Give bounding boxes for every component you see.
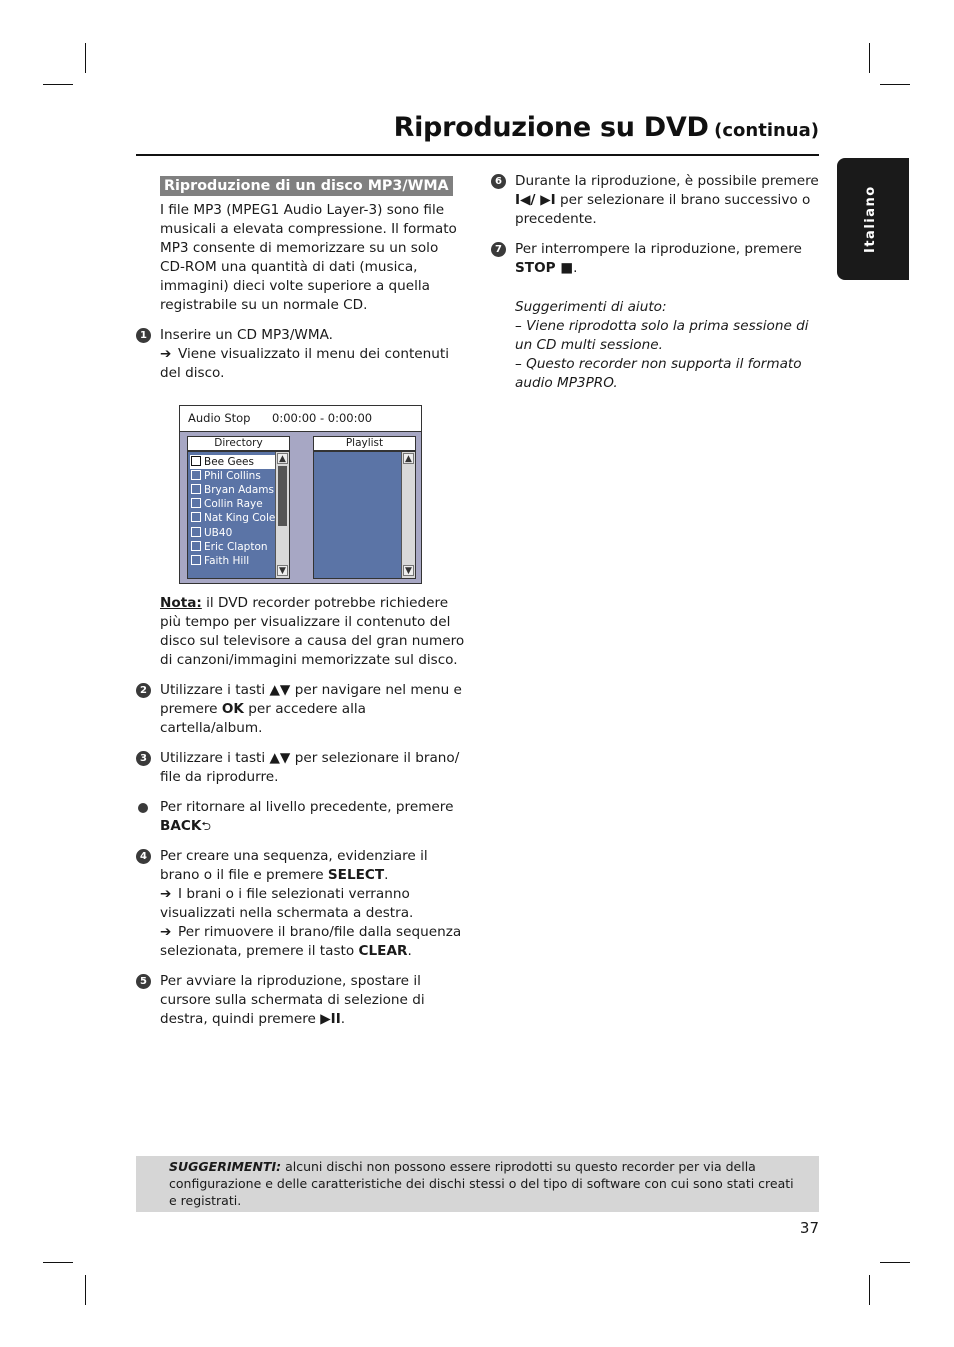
- screen-body: [180, 432, 421, 583]
- step-number: 7: [491, 242, 506, 257]
- scroll-down-icon[interactable]: ▼: [403, 565, 414, 576]
- step-number: 6: [491, 174, 506, 189]
- page-title: [136, 112, 819, 143]
- checkbox-icon: [191, 541, 201, 551]
- select-key: SELECT: [327, 867, 385, 883]
- directory-item[interactable]: Phil Collins: [190, 469, 276, 483]
- directory-item[interactable]: Bryan Adams: [190, 483, 276, 497]
- help-line: – Viene riprodotta solo la prima sessione di un CD multi sessione.: [515, 318, 809, 353]
- crop-mark: [43, 84, 73, 85]
- step-3: 3 Utilizzare i tasti ▲▼ per selezionare il brano/ file da riprodurre.: [136, 749, 466, 787]
- directory-header: Directory: [187, 436, 290, 451]
- directory-item[interactable]: Nat King Cole: [190, 511, 276, 525]
- scroll-down-icon[interactable]: ▼: [277, 565, 288, 576]
- prev-next-icon: I◀/ ▶I: [515, 192, 556, 208]
- ok-key: OK: [221, 701, 244, 717]
- bullet-icon: [138, 803, 148, 813]
- intro-paragraph: I file MP3 (MPEG1 Audio Layer-3) sono file musicali a elevata compressione. Il formato MP3 consente di memorizzare su un solo CD-ROM una quantità di dati (musica, immagini) dieci volte superiore a quella registrabile su un normale CD.: [160, 202, 457, 313]
- scroll-thumb[interactable]: [278, 466, 287, 526]
- section-heading: Riproduzione di un disco MP3/WMA: [160, 176, 453, 196]
- crop-mark: [85, 1275, 86, 1305]
- checkbox-icon: [191, 470, 201, 480]
- arrow-icon: ➔: [160, 886, 172, 902]
- note: Nota: il DVD recorder potrebbe richiedere più tempo per visualizzare il contenuto del disco sul televisore a causa del gran numero di canzoni/immagini memorizzate sul disco.: [160, 595, 465, 668]
- time-readout: 0:00:00 - 0:00:00: [272, 411, 373, 425]
- checkbox-icon: [191, 527, 201, 537]
- back-arrow-icon: ⮌: [201, 819, 212, 833]
- step-1: [136, 326, 466, 383]
- play-pause-icon: ▶II: [320, 1011, 341, 1027]
- up-down-keys-icon: ▲▼: [269, 750, 291, 766]
- screen-status-bar: [180, 406, 421, 432]
- directory-item[interactable]: Bee Gees: [190, 455, 276, 469]
- crop-mark: [880, 1262, 910, 1263]
- help-title: Suggerimenti di aiuto:: [515, 299, 667, 315]
- page-title-sub: (continua): [714, 120, 819, 141]
- disc-menu-screen: [179, 405, 422, 584]
- left-column: [136, 176, 466, 1029]
- right-column: [491, 172, 821, 393]
- stop-key: STOP ■: [515, 260, 574, 276]
- directory-pane: [187, 451, 290, 579]
- back-key: BACK: [160, 818, 202, 834]
- step-1-result: ➔ Viene visualizzato il menu dei contenuti del disco.: [160, 346, 449, 381]
- directory-item[interactable]: Eric Clapton: [190, 540, 276, 554]
- checkbox-icon: [191, 555, 201, 565]
- bullet-back: Per ritornare al livello precedente, premere BACK⮌: [136, 798, 466, 836]
- step-2: 2 Utilizzare i tasti ▲▼ per navigare nel menu e premere OK per accedere alla cartella/album.: [136, 681, 466, 738]
- playlist-header: Playlist: [313, 436, 416, 451]
- page-number: 37: [799, 1219, 819, 1237]
- audio-status: Audio Stop: [188, 411, 251, 425]
- step-5: 5 Per avviare la riproduzione, spostare il cursore sulla schermata di selezione di destra, quindi premere ▶II.: [136, 972, 466, 1029]
- language-tab: [837, 158, 909, 280]
- scroll-up-icon[interactable]: ▲: [403, 453, 414, 464]
- playlist-pane: [313, 451, 416, 579]
- step-number: 3: [136, 751, 151, 766]
- directory-item[interactable]: Collin Raye: [190, 497, 276, 511]
- crop-mark: [869, 43, 870, 73]
- directory-item[interactable]: UB40: [190, 526, 276, 540]
- checkbox-icon: [191, 456, 201, 466]
- step-7: 7 Per interrompere la riproduzione, premere STOP ■.: [491, 240, 821, 278]
- step-number: 2: [136, 683, 151, 698]
- step-number: 1: [136, 328, 151, 343]
- directory-item[interactable]: Faith Hill: [190, 554, 276, 568]
- step-6: 6 Durante la riproduzione, è possibile premere I◀/ ▶I per selezionare il brano successivo o precedente.: [491, 172, 821, 229]
- step-number: 4: [136, 849, 151, 864]
- up-down-keys-icon: ▲▼: [269, 682, 291, 698]
- tips-label: SUGGERIMENTI:: [169, 1159, 282, 1174]
- arrow-icon: ➔: [160, 924, 172, 940]
- checkbox-icon: [191, 512, 201, 522]
- checkbox-icon: [191, 498, 201, 508]
- help-line: – Questo recorder non supporta il formato audio MP3PRO.: [515, 356, 802, 391]
- crop-mark: [880, 84, 910, 85]
- clear-key: CLEAR: [358, 943, 408, 959]
- arrow-icon: ➔: [160, 346, 172, 362]
- crop-mark: [43, 1262, 73, 1263]
- directory-scrollbar[interactable]: [275, 452, 289, 578]
- step-number: 5: [136, 974, 151, 989]
- tips-box: SUGGERIMENTI: alcuni dischi non possono essere riprodotti su questo recorder per via della configurazione e delle caratteristiche dei dischi stessi o del tipo di software con cui sono stati creati e registrati.: [136, 1156, 819, 1212]
- step-4: 4 Per creare una sequenza, evidenziare il brano o il file e premere SELECT. ➔ I brani o i file selezionati verranno visualizzati nella schermata a destra. ➔ Per rimuovere il brano/file dalla sequenza selezionata, premere il tasto CLEAR.: [136, 847, 466, 961]
- help-tips: [491, 298, 821, 393]
- step-1-text: Inserire un CD MP3/WMA.: [160, 327, 333, 343]
- checkbox-icon: [191, 484, 201, 494]
- title-rule: [136, 154, 819, 156]
- playlist-scrollbar[interactable]: [401, 452, 415, 578]
- crop-mark: [869, 1275, 870, 1305]
- crop-mark: [85, 43, 86, 73]
- note-label: Nota:: [160, 595, 202, 611]
- scroll-up-icon[interactable]: ▲: [277, 453, 288, 464]
- page-title-main: Riproduzione su DVD: [393, 112, 709, 143]
- language-label: Italiano: [863, 185, 878, 253]
